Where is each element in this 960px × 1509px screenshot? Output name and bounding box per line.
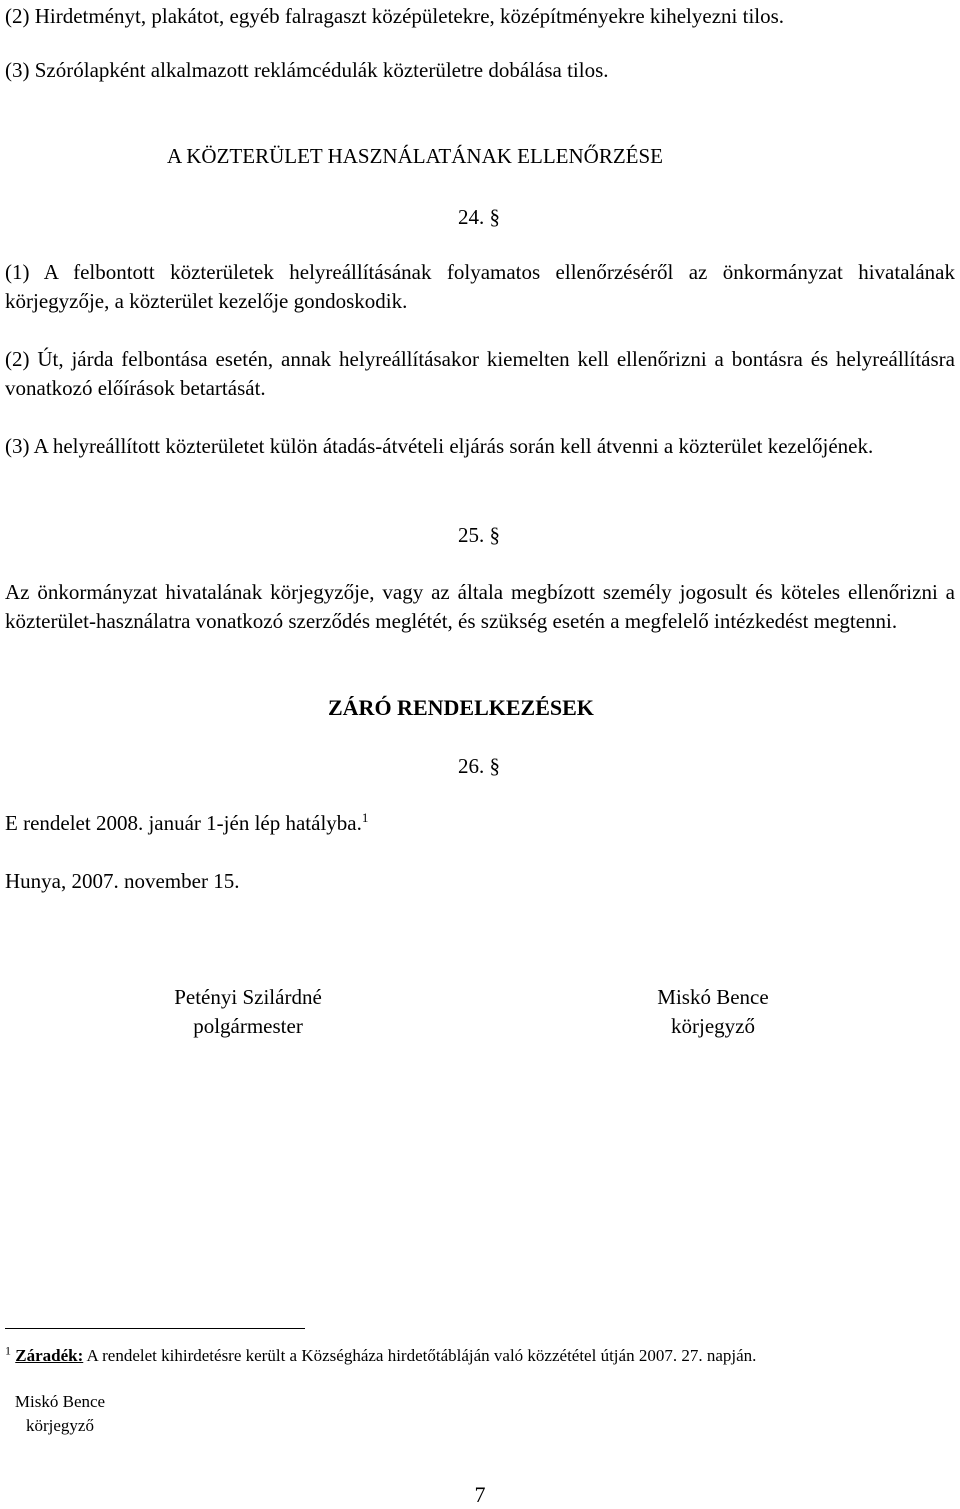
footnote-signer <box>0 1390 120 1438</box>
signature-mayor-name: Petényi Szilárdné <box>174 985 322 1009</box>
closing-heading: ZÁRÓ RENDELKEZÉSEK <box>328 695 594 720</box>
signature-mayor-title: polgármester <box>193 1014 303 1038</box>
signature-mayor <box>118 983 378 1041</box>
section-25-paragraph-text: Az önkormányzat hivatalának körjegyzője, vagy az általa megbízott személy jogosult és köteles ellenőrizni a közterület-használatra vonatkozó szerződés meglétét, és szükség esetén a megfelelő intézkedést megtenni. <box>5 580 955 633</box>
footnote-text: A rendelet kihirdetésre került a Községháza hirdetőtábláján való közzététel útján 2007. 27. napján. <box>83 1346 757 1365</box>
footnote-mark: 1 <box>5 1343 11 1358</box>
section-24-number: 24. § <box>458 205 500 229</box>
place-date: Hunya, 2007. november 15. <box>5 869 240 893</box>
signature-notary-title: körjegyző <box>671 1014 755 1038</box>
footnote-signer-title: körjegyző <box>26 1416 94 1435</box>
footnote <box>5 1344 756 1368</box>
section-25-paragraph <box>5 578 955 636</box>
footnote-signer-name: Miskó Bence <box>14 1392 106 1411</box>
section-24-paragraph-1-text: (1) A felbontott közterületek helyreállításának folyamatos ellenőrzéséről az önkormányzat hivatalának körjegyzője, a közterület kezelője gondoskodik. <box>5 260 955 313</box>
page-number: 7 <box>474 1482 486 1507</box>
section-24-paragraph-1 <box>5 258 955 316</box>
section-24-paragraph-3 <box>5 432 955 461</box>
section-heading: A KÖZTERÜLET HASZNÁLATÁNAK ELLENŐRZÉSE <box>167 144 663 168</box>
footnote-separator <box>5 1328 305 1329</box>
section-26-number: 26. § <box>458 754 500 778</box>
paragraph-23-3: (3) Szórólapként alkalmazott reklámcédulák közterületre dobálása tilos. <box>5 58 609 82</box>
section-26-text <box>5 809 368 838</box>
section-24-paragraph-3-text: (3) A helyreállított közterületet külön átadás-átvételi eljárás során kell átvenni a közterület kezelőjének. <box>5 434 874 458</box>
section-24-paragraph-2-text: (2) Út, járda felbontása esetén, annak helyreállításakor kiemelten kell ellenőrizni a bontásra és helyreállításra vonatkozó előírások betartását. <box>5 347 955 400</box>
section-26-text-body: E rendelet 2008. január 1-jén lép hatályba. <box>5 811 362 835</box>
footnote-label: Záradék: <box>15 1346 84 1365</box>
section-25-number: 25. § <box>458 523 500 547</box>
footnote-reference: 1 <box>361 810 369 825</box>
signature-notary <box>583 983 843 1041</box>
paragraph-23-2: (2) Hirdetményt, plakátot, egyéb falragaszt középületekre, középítményekre kihelyezni tilos. <box>5 4 785 28</box>
signature-notary-name: Miskó Bence <box>657 985 769 1009</box>
section-24-paragraph-2 <box>5 345 955 403</box>
